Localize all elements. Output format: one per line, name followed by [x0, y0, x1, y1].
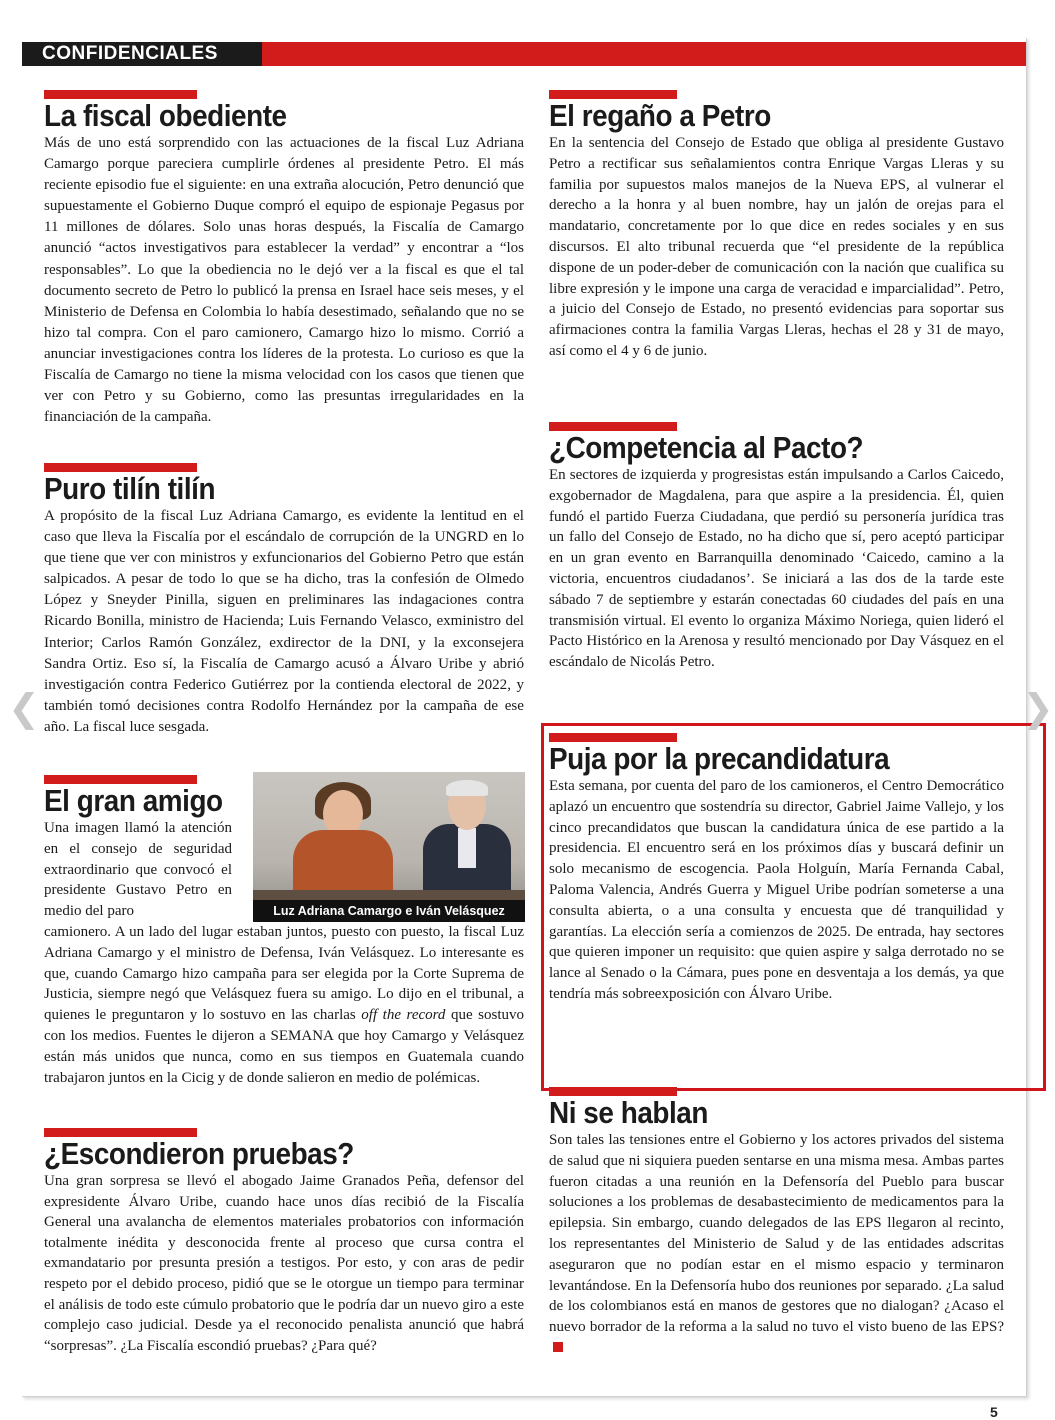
headline: El regaño a Petro: [549, 98, 771, 133]
photo-figure: [458, 828, 476, 868]
article-body: [44, 922, 524, 1088]
article-body: Más de uno está sorprendido con las actuaciones de la fiscal Luz Adriana Camargo porque pareciera cumplirle órdenes al presidente Petro. El más reciente episodio fue el siguiente: en una extraña alocución, Petro denunció que supuestamente el Gobierno Duque compró el equipo de espionaje Pegasus por 11 millones de dólares. Solo unas horas después, la Fiscalía de Camargo anunció “actos investigativos para establecer la verdad” y encontrar a “los responsables”. Lo que la obediencia no le dejó ver a la fiscal es que el tal documento secreto de Petro lo publicó la prensa en Israel hace seis meses, y el Ministerio de Defensa en Colombia lo había desestimado, señalando que no se hizo tal compra. Con el paro camionero, Camargo hizo lo mismo. Corrió a anunciar investigaciones contra los líderes de la protesta. Lo curioso es que la Fiscalía de Camargo no tiene la misma velocidad con los casos que tienen que ver con Petro y su Gobierno, como las presuntas irregularidades en la financiación de la campaña.: [44, 135, 524, 426]
section-title: CONFIDENCIALES: [22, 42, 262, 66]
end-of-article-mark: [553, 1342, 563, 1352]
body-part-2: que sostuvo con los medios. Fuentes le dijeron a SEMANA que hoy Camargo y Velásquez están más unidos que nunca, como en sus tiempos en Guatemala cuando trabajaron juntos en la Cicig y de donde salieron en medio de polémicas.: [44, 1007, 525, 1086]
headline: ¿Escondieron pruebas?: [44, 1136, 354, 1171]
article-regano-petro: [549, 90, 1004, 362]
article-competencia-pacto: [549, 422, 1004, 673]
article-puro-tilin: [44, 463, 524, 738]
article-puja-precandidatura: [549, 733, 1004, 1005]
next-page-icon[interactable]: ❯: [1022, 686, 1054, 730]
headline: Puro tilín tilín: [44, 471, 216, 506]
article-body: En la sentencia del Consejo de Estado que obliga al presidente Gustavo Petro a rectificar sus señalamientos contra Enrique Vargas Lleras y su familia por supuestos malos manejos de la Nueva EPS, al vulnerar el derecho a la honra y al buen nombre, hay un jalón de orejas para el mandatario, concretamente por lo que dice en redes sociales y en sus discursos. El alto tribunal recuerda que “el presidente de la república dispone de un poder-deber de comunicación con la nación que cualifica su libre expresión y le impone una carga de veracidad e imparcialidad”. Petro, a juicio del Consejo de Estado, no presentó evidencias para soportar sus afirmaciones contra la familia Vargas Lleras, hechas el 28 y 31 de mayo, así como el 4 y 6 de junio.: [549, 135, 1004, 359]
article-body: A propósito de la fiscal Luz Adriana Camargo, es evidente la lentitud en el caso que lleva la Fiscalía por el escándalo de corrupción de la UNGRD en lo que tiene que ver con ministros y exfuncionarios del Gobierno Petro que están salpicados. A pesar de todo lo que se ha dicho, tras la confesión de Olmedo López y Sneyder Pinilla, siguen en preliminares las indagaciones contra Ricardo Bonilla, ministro de Hacienda; Luis Fernando Velasco, exministro del Interior; Carlos Ramón González, exdirector de la DNI, y la exconsejera Sandra Ortiz. Eso sí, la Fiscalía de Camargo acusó a Álvaro Uribe y abrió investigación contra Federico Gutiérrez por la contienda electoral de 2022, y también tomó decisiones contra Rodolfo Hernández por la campaña de ese año. La fiscal luce sesgada.: [44, 508, 524, 735]
headline: Puja por la precandidatura: [549, 741, 890, 776]
photo-figure: [446, 780, 488, 796]
previous-page-icon[interactable]: ❮: [8, 686, 40, 730]
article-body-narrow: Una imagen llamó la atención en el consejo de seguridad extraordinario que convocó el presidente Gustavo Petro en medio del paro: [44, 820, 232, 920]
headline: ¿Competencia al Pacto?: [549, 430, 864, 465]
article-ni-se-hablan: [549, 1087, 1004, 1359]
article-body: En sectores de izquierda y progresistas están impulsando a Carlos Caicedo, exgobernador de Magdalena, para que aspire a la presidencia. Él, quien fundó el partido Fuerza Ciudadana, que perdió su personería jurídica tras un fallo del Consejo de Estado, no ha dicho que sí, pero aceptó participar en un gran evento en Barranquilla denominado ‘Caicedo, camino a la victoria, encuentros ciudadanos’. Se iniciará a las dos de la tarde este sábado 7 de septiembre y estarán conectadas 60 ciudades del país en una transmisión virtual. El evento lo organiza Máximo Noriega, quien lideró el Pacto Histórico en la Arenosa y resultó mencionado por Day Vásquez en el escándalo de Nicolás Petro.: [549, 467, 1004, 671]
photo-camargo-velasquez: [253, 772, 525, 922]
article-body: Una gran sorpresa se llevó el abogado Jaime Granados Peña, defensor del expresidente Álvaro Uribe, cuando hace unos días recibió de la Fiscalía General una avalancha de elementos materiales probatorios con información totalmente inédita y desconocida frente al proceso que cursa contra el exmandatario por presunta presión a testigos. Por esto, y con aras de pedir respeto por el debido proceso, pidió que se le otorgue un tiempo para terminar el análisis de todo este cúmulo probatorio que le podría dar un nuevo giro a este complejo caso judicial. Desde ya el reconocido penalista anunció que habrá “sorpresas”. ¿La Fiscalía escondió pruebas? ¿Para qué?: [44, 1173, 524, 1354]
photo-caption: Luz Adriana Camargo e Iván Velásquez: [253, 900, 525, 922]
headline: La fiscal obediente: [44, 98, 287, 133]
article-body: [549, 1130, 1004, 1359]
headline: El gran amigo: [44, 783, 223, 818]
italic-phrase: off the record: [361, 1007, 446, 1024]
article-fiscal-obediente: [44, 90, 524, 428]
body-text: Son tales las tensiones entre el Gobierno y los actores privados del sistema de salud que ni siquiera pueden sentarse en una misma mesa. Ambas partes fueron citadas a una reunión en la Defensoría del Pueblo para buscar soluciones a los problemas de desabastecimiento de medicamentos para la epilepsia. Sin embargo, cuando delegados de las EPS llegaron al recinto, los representantes del Ministerio de Salud y de las entidades adscritas aseguraron que no podían estar en el mismo espacio y terminaron levantándose. En la Defensoría hubo dos reuniones por separado. ¿La salud de los colombianos está en manos de gestores que no dialogan? ¿Acaso el nuevo borrador de la reforma a la salud no tuvo el visto bueno de las EPS?: [549, 1132, 1004, 1336]
article-escondieron-pruebas: [44, 1128, 524, 1356]
body-part-1: camionero. A un lado del lugar estaban juntos, puesto con puesto, la fiscal Luz Adriana Camargo y el ministro de Defensa, Iván Velásquez. Lo interesante es que, cuando Camargo hizo campaña para ser elegida por la Corte Suprema de Justicia, siempre negó que Velásquez fuera su amigo. Lo dijo en el tribunal, a quienes le preguntaron y lo sostuvo en las charlas: [44, 923, 524, 1024]
headline: Ni se hablan: [549, 1095, 708, 1130]
page-number: 5: [990, 1404, 998, 1420]
article-body: Esta semana, por cuenta del paro de los camioneros, el Centro Democrático aplazó un encuentro que sostendría su director, Gabriel Jaime Vallejo, y los cinco precandidatos que buscan la candidatura única de ese partido a la presidencia. El encuentro será en los próximos días y buscará definir un solo mecanismo de escogencia. Paola Holguín, María Fernanda Cabal, Paloma Valencia, Andrés Guerra y Miguel Uribe podrían someterse a una consulta abierta, o a una consulta y encuesta que dé tranquilidad y garantías. La elección sería a comienzos de 2025. De entrada, hay sectores que quieren imponer un requisito: que quien aspire y salga derrotado no se lance al Senado o la Cámara, pues pone en desventaja a los demás, ya que tendría más sobreexposición con Álvaro Uribe.: [549, 778, 1004, 1002]
